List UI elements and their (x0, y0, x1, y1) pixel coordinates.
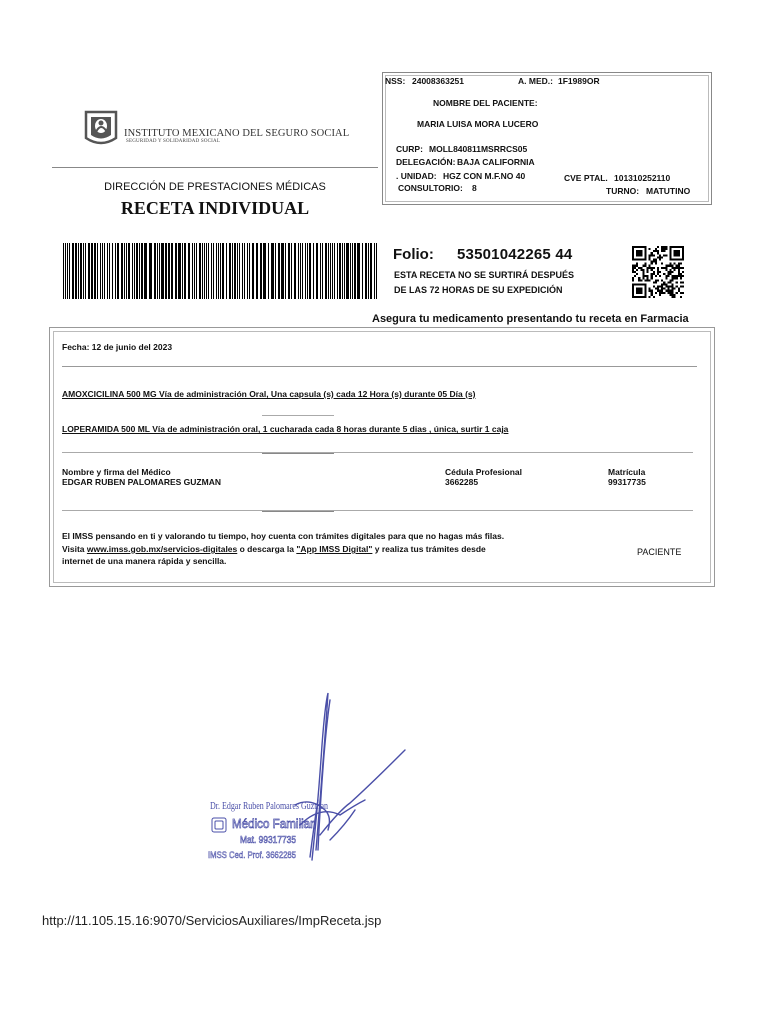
item-separator (262, 453, 334, 454)
consultorio-value: 8 (472, 183, 477, 193)
cve-label: CVE PTAL. (564, 173, 608, 183)
department-name: DIRECCIÓN DE PRESTACIONES MÉDICAS (104, 181, 326, 193)
nss-value: 24008363251 (412, 76, 465, 86)
copy-type-label: PACIENTE (637, 547, 682, 557)
doctor-divider (62, 510, 693, 511)
app-imss-digital-link[interactable]: "App IMSS Digital" (296, 544, 373, 554)
qr-code-icon (632, 246, 684, 298)
matricula-value: 99317735 (608, 477, 646, 487)
item-separator (262, 415, 334, 416)
amed-value: 1F1989OR (558, 76, 600, 86)
prescription-date: Fecha: 12 de junio del 2023 (62, 342, 173, 352)
delegacion-label: DELEGACIÓN: (396, 157, 456, 167)
source-url: http://11.105.15.16:9070/ServiciosAuxiliares/ImpReceta.jsp (42, 913, 382, 928)
info-text: Visita (62, 544, 87, 554)
medication-item-1: AMOXCICILINA 500 MG Vía de administración Oral, Una capsula (s) cada 12 Hora (s) durante 05 Día (s) (62, 389, 476, 399)
cedula-label: Cédula Profesional (445, 467, 522, 477)
unidad-label: . UNIDAD: (396, 171, 437, 181)
doctor-name: EDGAR RUBEN PALOMARES GUZMAN (62, 477, 221, 487)
patient-name-label: NOMBRE DEL PACIENTE: (433, 98, 538, 108)
date-divider (62, 366, 697, 367)
institution-subtitle: SEGURIDAD Y SOLIDARIDAD SOCIAL (126, 139, 221, 144)
info-text: o descarga la (237, 544, 297, 554)
stamp-line-3: Mat. 99317735 (240, 835, 297, 846)
info-line-3: internet de una manera rápida y sencilla. (62, 556, 227, 566)
medication-divider (62, 452, 693, 453)
unidad-value: HGZ CON M.F.NO 40 (443, 171, 526, 181)
cedula-value: 3662285 (445, 477, 479, 487)
imss-digital-services-link[interactable]: www.imss.gob.mx/servicios-digitales (86, 544, 238, 554)
nss-label: NSS: (385, 76, 406, 86)
turno-label: TURNO: (606, 186, 640, 196)
imss-logo-icon (83, 108, 119, 146)
stamp-line-2: Médico Familiar (232, 816, 315, 831)
turno-value: MATUTINO (646, 186, 691, 196)
pharmacy-notice: Asegura tu medicamento presentando tu receta en Farmacia (372, 313, 689, 325)
patient-name: MARIA LUISA MORA LUCERO (417, 119, 539, 129)
cve-value: 101310252110 (614, 173, 671, 183)
consultorio-label: CONSULTORIO: (398, 183, 463, 193)
delegacion-value: BAJA CALIFORNIA (457, 157, 535, 167)
curp-value: MOLL840811MSRRCS05 (429, 144, 528, 154)
info-line-1: El IMSS pensando en ti y valorando tu tiempo, hoy cuenta con trámites digitales para que no hagas más filas. (62, 531, 505, 541)
document-title: RECETA INDIVIDUAL (120, 198, 310, 218)
header-divider (52, 167, 378, 168)
expiry-warning-line1: ESTA RECETA NO SE SURTIRÁ DESPUÉS (394, 270, 575, 280)
info-line-2 (62, 544, 486, 554)
item-separator (262, 511, 334, 512)
stamp-line-1: Dr. Edgar Ruben Palomares Guzman (210, 800, 329, 812)
stamp-line-4: IMSS Ced. Prof. 3662285 (208, 850, 296, 860)
info-text: y realiza tus trámites desde (372, 544, 486, 554)
doctor-name-label: Nombre y firma del Médico (62, 467, 171, 477)
medication-item-2: LOPERAMIDA 500 ML Vía de administración oral, 1 cucharada cada 8 horas durante 5 dias , única, surtir 1 caja (62, 424, 509, 434)
expiry-warning-line2: DE LAS 72 HORAS DE SU EXPEDICIÓN (394, 285, 563, 295)
folio-label: Folio: (393, 246, 434, 263)
curp-label: CURP: (396, 144, 423, 154)
doctor-signature-stamp (200, 685, 415, 870)
institution-name: INSTITUTO MEXICANO DEL SEGURO SOCIAL (124, 128, 350, 139)
matricula-label: Matrícula (608, 467, 646, 477)
folio-number: 53501042265 44 (457, 246, 573, 263)
barcode-icon (63, 243, 379, 299)
amed-label: A. MED.: (518, 76, 553, 86)
